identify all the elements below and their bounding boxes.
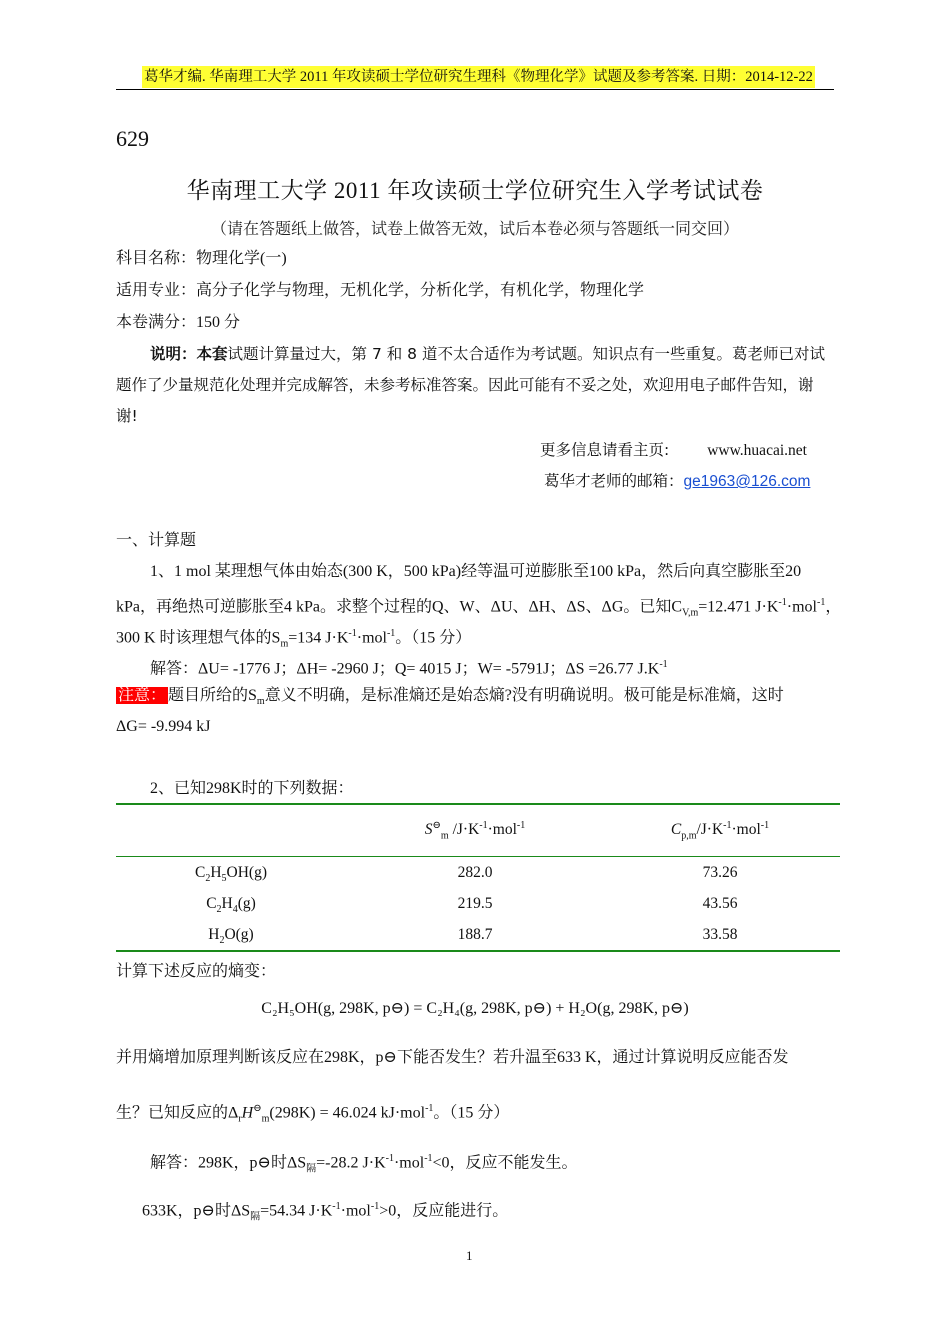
header-s-sup: ⊖ (432, 820, 441, 831)
q1-line2-text: kPa，再绝热可逆膨胀至4 kPa。求整个过程的Q、W、ΔU、ΔH、ΔS、ΔG。已知C (116, 598, 683, 616)
header-cp-sub: p,m (681, 830, 697, 842)
section-title: 一、计算题 (116, 532, 197, 549)
table-cell-cp: 73.26 (702, 864, 738, 881)
row-name-sub: 5 (221, 873, 227, 885)
judge-sup-std: ⊖ (253, 1103, 262, 1114)
table-row-name (136, 926, 326, 946)
judge-score: 。（15 分） (433, 1104, 510, 1122)
majors-line: 适用专业：高分子化学与物理，无机化学，分析化学，有机化学，物理化学 (116, 282, 645, 299)
table-cell-entropy: 219.5 (457, 895, 493, 912)
row-name-part: C (194, 864, 206, 881)
email-label: 葛华才老师的邮箱： (544, 472, 684, 490)
q1-sup: -1 (778, 597, 787, 608)
table-header-cp (620, 820, 820, 841)
header-s-symbol: S (424, 821, 433, 839)
row-name-part: H (208, 926, 220, 943)
paper-code: 629 (116, 126, 149, 151)
table-cell-entropy: 188.7 (457, 926, 493, 943)
row-name-part: OH(g) (226, 864, 267, 881)
row-name-part: H (221, 895, 233, 912)
header-mol: ·mol (487, 821, 517, 839)
q1-score: 。（15 分） (395, 629, 472, 647)
q1-sm-subscript: m (280, 638, 289, 650)
q1-sup: -1 (386, 628, 396, 639)
answer1-sub: 隔 (306, 1163, 317, 1175)
q2-reaction: C₂H₅OH(g, 298K, p⊖) = C₂H₄(g, 298K, p⊖) + H₂O(g, 298K, p⊖) (261, 1000, 689, 1017)
table-bottom-rule (116, 950, 840, 952)
header-cp-symbol: C (670, 821, 682, 839)
q1-line3-text: 300 K 时该理想气体的S (116, 629, 281, 647)
row-name-sub: 2 (216, 904, 222, 916)
q1-line1: 1、1 mol 某理想气体由始态(300 K，500 kPa)经等温可逆膨胀至100 kPa，然后向真空膨胀至20 (150, 563, 802, 580)
note-text: 试题计算量过大，第 7 和 8 道不太合适作为考试题。知识点有一些重复。葛老师已对试题作了少量规范化处理并完成解答，未参考标准答案。因此可能有不妥之处，欢迎用电子邮件告知，谢谢! (116, 345, 825, 425)
q1-line2: kPa，再绝热可逆膨胀至4 kPa。求整个过程的Q、W、ΔU、ΔH、ΔS、ΔG。已知$C_{V,m}=12.471$ $J\cdot K^{-1}\cdot mol^{-1}$， (116, 597, 842, 619)
q2-judge-line2 (116, 1099, 509, 1130)
homepage-line (540, 438, 807, 460)
header-sup: -1 (760, 820, 770, 831)
header-sup: -1 (723, 820, 732, 831)
header-rule (116, 89, 834, 90)
answer2-text-a: 633K，p⊖时ΔS (142, 1202, 251, 1220)
table-cell-cp: 43.56 (702, 895, 738, 912)
header-sup: -1 (516, 820, 526, 831)
judge-text-a: 生？已知反应的Δ (116, 1104, 239, 1122)
notice-text-a: 题目所给的S (168, 687, 257, 704)
answer2-sup: -1 (370, 1201, 380, 1212)
q1-notice (116, 686, 784, 712)
notice-label: 注意： (118, 687, 167, 704)
row-name-part: H (210, 864, 222, 881)
header-mol: ·mol (731, 821, 761, 839)
notice-text-b: 意义不明确，是标准熵还是始态熵?没有明确说明。极可能是标准熵，这时 (264, 687, 784, 704)
full-score-line: 本卷满分：150 分 (116, 314, 241, 331)
note-paragraph (116, 339, 834, 432)
answer1-text-a: 解答：298K，p⊖时ΔS (150, 1154, 307, 1172)
answer2-text-d: >0，反应能进行。 (379, 1202, 509, 1220)
answer1-sup: -1 (424, 1153, 433, 1164)
email-link[interactable]: ge1963@126.com (683, 473, 811, 490)
table-row-name (136, 895, 326, 915)
email-line (544, 469, 810, 491)
row-name-part: C (206, 895, 217, 912)
q2-answer1 (150, 1149, 578, 1180)
answer2-text-b: =54.34 J·K (260, 1202, 333, 1220)
q2-intro: 2、已知298K时的下列数据： (150, 780, 354, 797)
paper-title: 华南理工大学 2011 年攻读硕士学位研究生入学考试试卷 (186, 178, 764, 203)
judge-sub-r: r (238, 1113, 242, 1125)
note-label: 说明：本套 (150, 345, 228, 363)
q1-notice-line2: ΔG= -9.994 kJ (116, 718, 211, 735)
answer2-text-c: ·mol (340, 1202, 371, 1220)
q2-calc-prompt: 计算下述反应的熵变： (116, 963, 277, 980)
table-cell-entropy: 282.0 (457, 864, 493, 881)
page-number: 1 (466, 1248, 473, 1263)
row-name-sub: 2 (219, 935, 225, 947)
row-name-part: (g) (237, 895, 256, 912)
q1-sup: -1 (659, 659, 668, 670)
table-cell-cp: 33.58 (702, 926, 738, 943)
table-mid-rule (116, 856, 840, 857)
table-top-rule (116, 803, 840, 805)
table-row-name (136, 864, 326, 884)
header-cp-unit: /J·K (696, 821, 724, 839)
q1-cv-subscript: V,m (682, 607, 699, 619)
q1-cv-unit: ·mol (786, 598, 817, 616)
judge-h-symbol: H (241, 1104, 254, 1122)
answer1-text-b: =-28.2 J·K (316, 1154, 386, 1172)
q1-sm-unit: ·mol (356, 629, 387, 647)
header-s-sub: m (440, 830, 449, 842)
answer2-sup: -1 (332, 1201, 341, 1212)
answer2-sub: 隔 (250, 1211, 261, 1223)
paper-subtitle: （请在答题纸上做答，试卷上做答无效，试后本卷必须与答题纸一同交回） (210, 221, 739, 238)
judge-text-c: (298K) = 46.024 kJ·mol (269, 1104, 426, 1122)
judge-sup: -1 (425, 1103, 434, 1114)
q1-sm-value: =134 J·K (288, 629, 349, 647)
header-s-unit: /J·K (448, 821, 480, 839)
notice-subscript: m (256, 696, 265, 708)
q1-answer-text: 解答：ΔU= -1776 J；ΔH= -2960 J；Q= 4015 J；W= -5791J；ΔS =26.77 J.K (150, 660, 660, 678)
answer1-sup: -1 (385, 1153, 394, 1164)
q1-cv-value: =12.471 J·K (698, 598, 779, 616)
answer1-text-c: ·mol (393, 1154, 425, 1172)
header-sup: -1 (479, 820, 488, 831)
row-name-sub: 4 (232, 904, 238, 916)
q1-sup: -1 (348, 628, 357, 639)
answer1-text-d: <0，反应不能发生。 (432, 1154, 578, 1172)
q1-line3 (116, 624, 471, 655)
judge-sub-m: m (261, 1113, 270, 1125)
row-name-part: O(g) (224, 926, 254, 943)
homepage-url[interactable]: www.huacai.net (707, 442, 807, 459)
document-header: 葛华才编. 华南理工大学 2011 年攻读硕士学位研究生理科《物理化学》试题及参考答案. 日期：2014-12-22 (142, 66, 815, 88)
q2-answer2 (142, 1197, 508, 1228)
q2-judge-line1: 并用熵增加原理判断该反应在298K，p⊖下能否发生？若升温至633 K，通过计算说明反应能否发 (116, 1049, 789, 1066)
q1-sup: -1 (816, 597, 826, 608)
homepage-label: 更多信息请看主页: (540, 441, 670, 459)
row-name-sub: 2 (205, 873, 211, 885)
q1-answer (150, 655, 668, 679)
subject-line: 科目名称：物理化学(一) (116, 250, 287, 267)
table-header-entropy (380, 820, 570, 841)
